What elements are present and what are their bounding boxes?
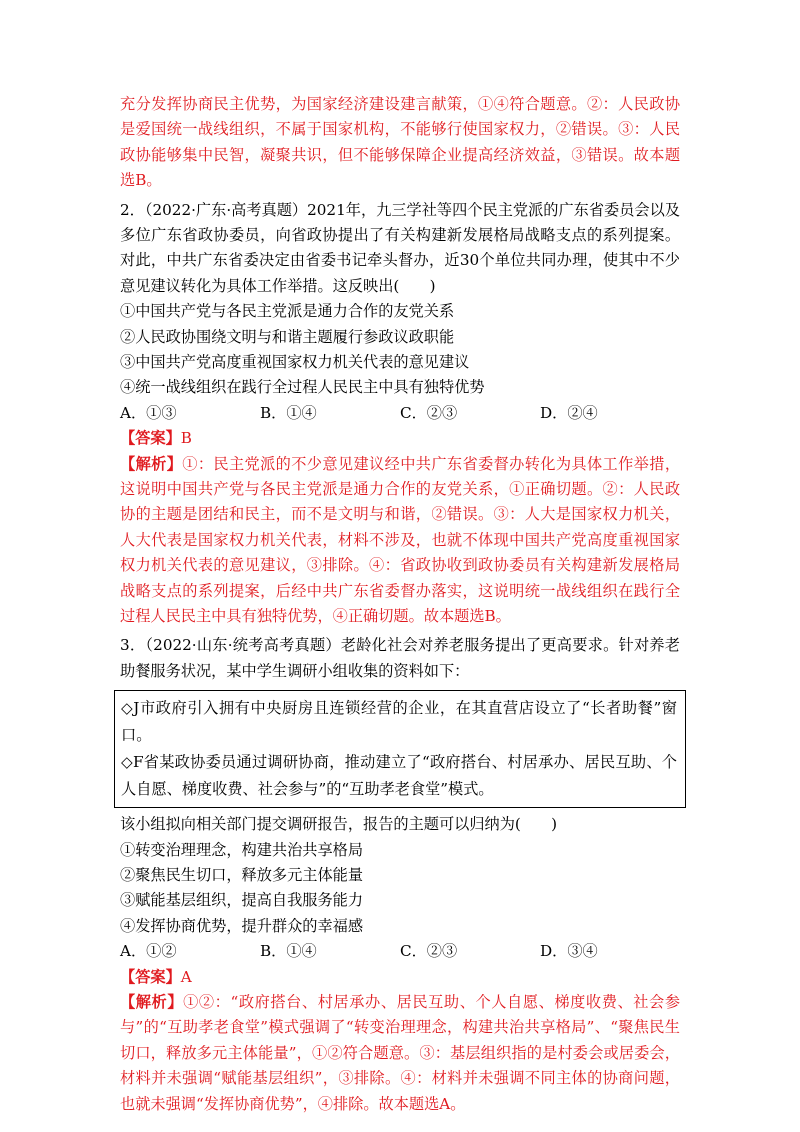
question-3-statement-3: ③赋能基层组织，提高自我服务能力 [120,891,363,910]
question-2-analysis [120,452,680,630]
question-3-answer [120,965,680,990]
answer-value: B [180,429,192,448]
answer-label: 【答案】 [120,967,181,986]
previous-analysis-continuation: 充分发挥协商民主优势，为国家经济建设建言献策，①④符合题意。②：人民政协是爱国统一战线组织，不属于国家机构，不能够行使国家权力，②错误。③：人民政协能够集中民智，凝聚共识，但不能够保障企业提高经济效益，③错误。故本题选B。 [120,95,680,190]
option-b[interactable]: B．①④ [260,403,317,422]
question-2-statement-1: ①中国共产党与各民主党派是通力合作的友党关系 [120,302,455,321]
question-3-stem: 3．（2022·山东·统考高考真题）老龄化社会对养老服务提出了更高要求。针对养老助餐服务状况，某中学生调研小组收集的资料如下： [120,636,680,680]
material-item-1: ◇J市政府引入拥有中央厨房且连锁经营的企业，在其直营店设立了“长者助餐”窗口。 [121,699,677,745]
option-c[interactable]: C．②③ [400,403,458,422]
analysis-text: ①②：“政府搭台、村居承办、居民互助、个人自愿、梯度收费、社会参与”的“互助孝老食堂”模式强调了“转变治理理念，构建共治共享格局”、“聚焦民生切口，释放多元主体能量”，①②符合题意。③：基层组织指的是村委会或居委会，材料并未强调“赋能基层组织”，③排除。④：材料并未强调不同主体的协商问题，也就未强调“发挥协商优势”，④排除。故本题选A。 [120,992,681,1113]
question-3-prompt: 该小组拟向相关部门提交调研报告，报告的主题可以归纳为( ) [120,815,558,834]
question-3-statement-1: ①转变治理理念，构建共治共享格局 [120,840,363,859]
question-3-analysis [120,990,680,1117]
option-a[interactable]: A．①③ [120,403,177,422]
question-2-statement-4: ④统一战线组织在践行全过程人民民主中具有独特优势 [120,378,485,397]
question-2-statement-3: ③中国共产党高度重视国家权力机关代表的意见建议 [120,353,470,372]
question-2-options [120,401,680,426]
analysis-text: ①：民主党派的不少意见建议经中共广东省委督办转化为具体工作举措，这说明中国共产党与各民主党派是通力合作的友党关系，①正确切题。②：人民政协的主题是团结和民主，而不是文明与和谐，②错误。③：人大是国家权力机关，人大代表是国家权力机关代表，材料不涉及，也就不体现中国共产党高度重视国家权力机关代表的意见建议，③排除。④：省政协收到政协委员有关构建新发展格局战略支点的系列提案，后经中共广东省委督办落实，这说明统一战线组织在践行全过程人民民主中具有独特优势，④正确切题。故本题选B。 [120,454,681,626]
option-d[interactable]: D．③④ [540,942,598,961]
question-3-statement-2: ②聚焦民生切口，释放多元主体能量 [120,866,363,885]
analysis-label: 【解析】 [120,454,183,473]
question-3-statement-4: ④发挥协商优势，提升群众的幸福感 [120,916,363,935]
material-item-2: ◇F省某政协委员通过调研协商，推动建立了“政府搭台、村居承办、居民互助、个人自愿、梯度收费、社会参与”的“互助孝老食堂”模式。 [121,753,677,799]
question-2-statement-2: ②人民政协围绕文明与和谐主题履行参政议政职能 [120,327,455,346]
option-b[interactable]: B．①④ [260,942,317,961]
question-3-options [120,939,680,964]
question-2-stem: 2．（2022·广东·高考真题）2021年，九三学社等四个民主党派的广东省委员会以及多位广东省政协委员，向省政协提出了有关构建新发展格局战略支点的系列提案。对此，中共广东省委决定由省委书记牵头督办，近30个单位共同办理，使其中不少意见建议转化为具体工作举措。这反映出( ) [120,200,680,295]
analysis-label: 【解析】 [120,992,184,1011]
answer-value: A [180,967,192,986]
option-c[interactable]: C．②③ [400,942,458,961]
answer-label: 【答案】 [120,429,181,448]
question-2-answer [120,426,680,451]
document-page [120,92,680,1117]
option-d[interactable]: D．②④ [540,403,598,422]
option-a[interactable]: A．①② [120,942,177,961]
material-box [114,690,686,808]
